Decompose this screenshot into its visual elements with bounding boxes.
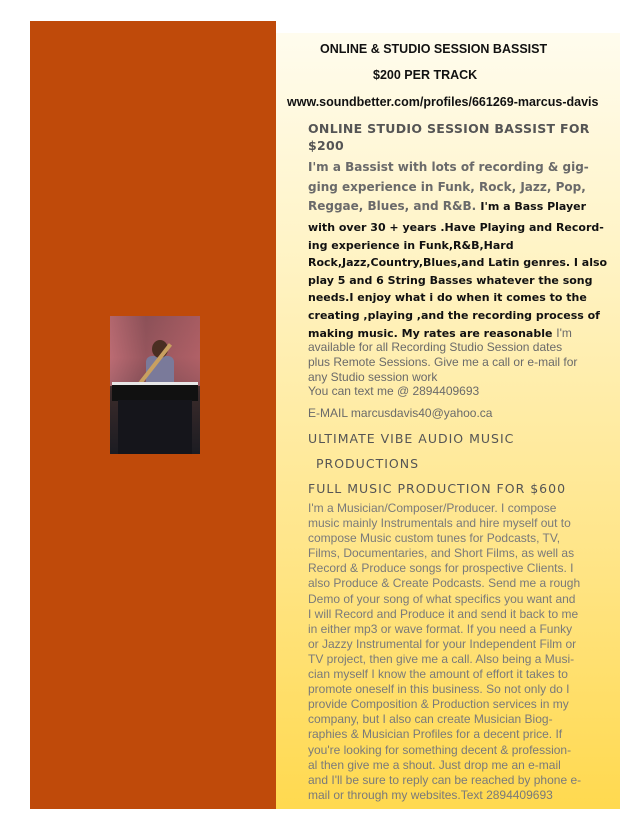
intro-line-text: Reggae, Blues, and R&B. <box>308 199 477 213</box>
description-line: compose Music custom tunes for Podcasts, TV, <box>308 531 561 546</box>
description-line: company, but I also can create Musician Biog- <box>308 712 553 727</box>
description-line: in either mp3 or wave format. If you need a Funky <box>308 621 573 636</box>
profile-link[interactable]: www.soundbetter.com/profiles/661269-marcus-davis <box>287 95 599 109</box>
company-name-line1: ULTIMATE VIBE AUDIO MUSIC <box>308 431 515 446</box>
availability-line: available for all Recording Studio Session dates <box>308 340 563 354</box>
section-title-line: ONLINE STUDIO SESSION BASSIST FOR <box>308 121 590 136</box>
description-line: I'm a Musician/Composer/Producer. I compose <box>308 501 557 515</box>
availability-inline: I'm <box>556 325 572 340</box>
description-line: mail or through my websites.Text 2894409693 <box>308 787 553 802</box>
experience-line: creating ,playing ,and the recording process of <box>308 308 600 322</box>
section-title-bassist <box>308 120 590 154</box>
availability-line: any Studio session work <box>308 369 438 384</box>
description-line: I will Record and Produce it and send it back to me <box>308 606 579 621</box>
experience-line: ing experience in Funk,R&B,Hard <box>308 238 514 252</box>
availability-line: You can text me @ 2894409693 <box>308 384 480 399</box>
bassist-photo <box>110 316 200 454</box>
intro-inline-bold: I'm a Bass Player <box>480 200 587 213</box>
bassist-experience <box>308 219 608 342</box>
description-line: and I'll be sure to reply can be reached by phone e- <box>308 772 582 787</box>
description-line: TV project, then give me a call. Also being a Musi- <box>308 651 575 666</box>
description-line: also Produce & Create Podcasts. Send me a rough <box>308 576 581 591</box>
experience-line: with over 30 + years .Have Playing and Record- <box>308 221 604 234</box>
description-line: Demo of your song of what specifics you want and <box>308 591 576 606</box>
section-title-line: $200 <box>308 138 344 153</box>
intro-line: I'm a Bassist with lots of recording & gig- <box>308 160 589 174</box>
company-name-line2: PRODUCTIONS <box>316 456 420 471</box>
bassist-intro <box>308 158 589 217</box>
description-line: al then give me a shout. Just drop me an e-mail <box>308 757 561 772</box>
description-line: cian myself I know the amount of effort it takes to <box>308 667 568 682</box>
experience-last-text: making music. My rates are reasonable <box>308 326 553 340</box>
email-contact[interactable]: E-MAIL marcusdavis40@yahoo.ca <box>308 406 493 420</box>
experience-line: needs.I enjoy what i do when it comes to the <box>308 291 587 305</box>
intro-line <box>308 197 587 217</box>
description-line: or Jazzy Instrumental for your Independent Film or <box>308 636 577 651</box>
header-price: $200 PER TRACK <box>373 68 478 82</box>
experience-line: play 5 and 6 String Basses whatever the song <box>308 273 593 287</box>
availability-text <box>308 340 578 399</box>
description-line: music mainly Instrumentals and hire myself out to <box>308 516 571 531</box>
description-line: raphies & Musician Profiles for a decent price. If <box>308 727 563 742</box>
availability-line: plus Remote Sessions. Give me a call or e-mail for <box>308 354 578 369</box>
intro-line: ging experience in Funk, Rock, Jazz, Pop, <box>308 179 586 194</box>
photo-keyboard <box>112 382 198 401</box>
header-title: ONLINE & STUDIO SESSION BASSIST <box>320 42 548 56</box>
description-line: promote oneself in this business. So not only do I <box>308 682 570 697</box>
experience-line: Rock,Jazz,Country,Blues,and Latin genres. I also <box>308 256 608 270</box>
description-line: Record & Produce songs for prospective Clients. I <box>308 561 574 576</box>
description-line: provide Composition & Production services in my <box>308 697 569 712</box>
production-description <box>308 501 582 803</box>
production-price-title: FULL MUSIC PRODUCTION FOR $600 <box>308 481 567 496</box>
photo-equipment <box>118 400 192 454</box>
description-line: Films, Documentaries, and Short Films, as well as <box>308 546 575 561</box>
description-line: you're looking for something decent & profession- <box>308 742 572 757</box>
